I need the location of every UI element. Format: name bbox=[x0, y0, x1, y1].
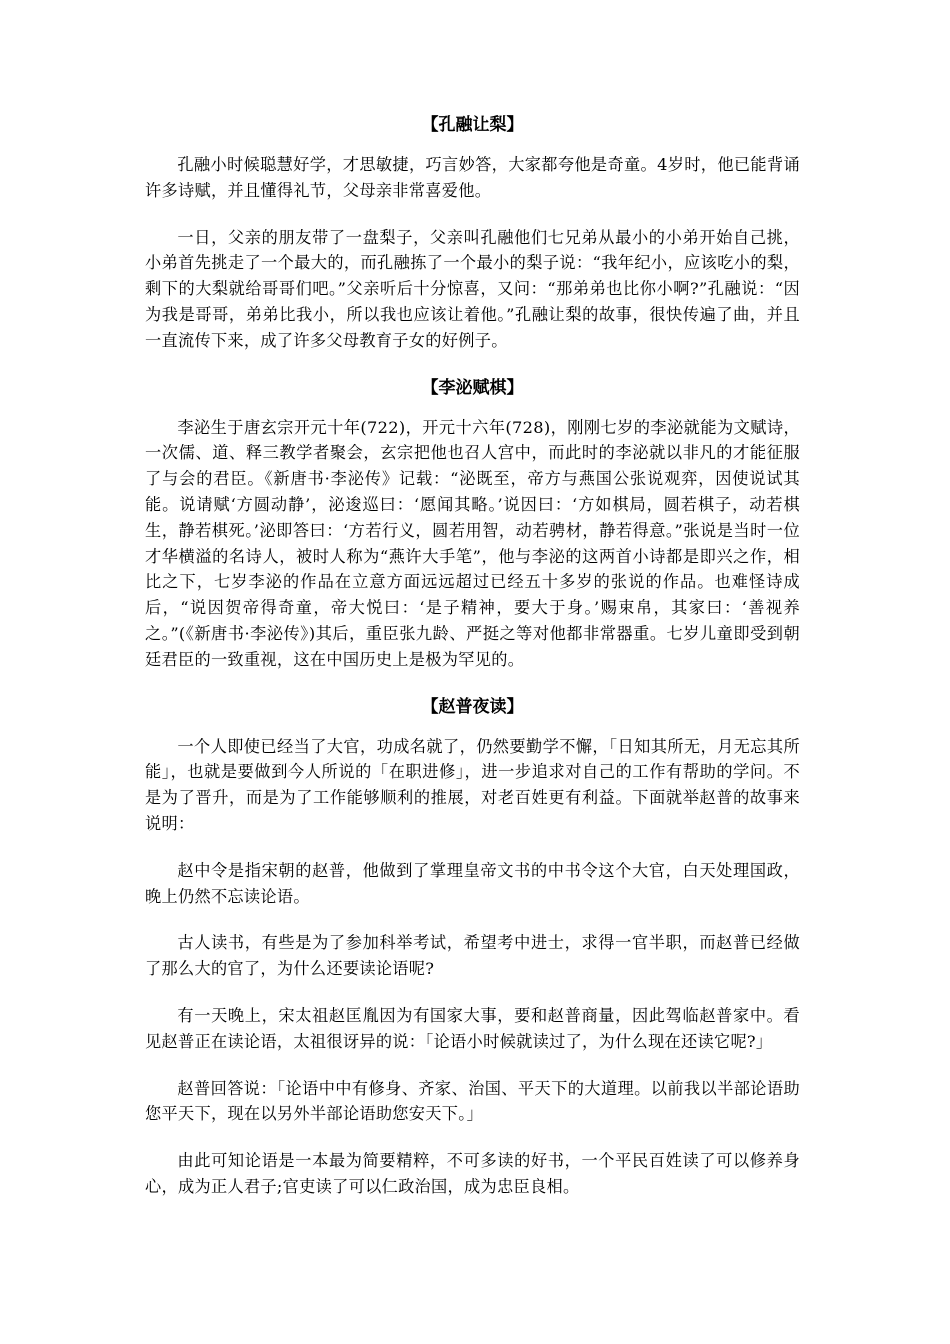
section-zhaopu bbox=[145, 694, 800, 1200]
section-kongrong bbox=[145, 112, 800, 354]
paragraph: 孔融小时候聪慧好学，才思敏捷，巧言妙答，大家都夸他是奇童。4岁时，他已能背诵许多诗赋，并且懂得礼节，父母亲非常喜爱他。 bbox=[145, 155, 800, 200]
paragraph: 一个人即使已经当了大官，功成名就了，仍然要勤学不懈，「日知其所无，月无忘其所能」，也就是要做到今人所说的「在职进修」，进一步追求对自己的工作有帮助的学问。不是为了晋升，而是为了工作能够顺利的推展，对老百姓更有利益。下面就举赵普的故事来说明： bbox=[145, 736, 800, 833]
section-title: 【李泌赋棋】 bbox=[421, 377, 524, 398]
paragraph: 古人读书，有些是为了参加科举考试，希望考中进士，求得一官半职，而赵普已经做了那么大的官了，为什么还要读论语呢? bbox=[145, 933, 800, 979]
paragraph: 一日，父亲的朋友带了一盘梨子，父亲叫孔融他们七兄弟从最小的小弟开始自己挑，小弟首先挑走了一个最大的，而孔融拣了一个最小的梨子说：“我年纪小，应该吃小的梨，剩下的大梨就给哥哥们吧。”父亲听后十分惊喜，又问：“那弟弟也比你小啊?”孔融说：“因为我是哥哥，弟弟比我小，所以我也应该让着他。”孔融让梨的故事，很快传遍了曲，并且一直流传下来，成了许多父母教育子女的好例子。 bbox=[145, 227, 800, 350]
section-title: 【赵普夜读】 bbox=[421, 696, 524, 717]
paragraph: 由此可知论语是一本最为简要精粹，不可多读的好书，一个平民百姓读了可以修养身心，成为正人君子;官吏读了可以仁政治国，成为忠臣良相。 bbox=[145, 1151, 800, 1196]
paragraph: 李泌生于唐玄宗开元十年(722)，开元十六年(728)，刚刚七岁的李泌就能为文赋诗，一次儒、道、释三教学者聚会，玄宗把他也召人宫中，而此时的李泌就以非凡的才能征服了与会的君臣。《新唐书·李泌传》记载：“泌既至，帝方与燕国公张说观弈，因使说试其能。说请赋‘方圆动静’，泌逡巡曰：‘愿闻其略。’说因曰：‘方如棋局，圆若棋子，动若棋生，静若棋死。’泌即答曰：‘方若行义，圆若用智，动若骋材，静若得意。”张说是当时一位才华横溢的名诗人，被时人称为“燕许大手笔”，他与李泌的这两首小诗都是即兴之作，相比之下，七岁李泌的作品在立意方面远远超过已经五十多岁的张说的作品。也难怪诗成后，“说因贺帝得奇童，帝大悦曰：‘是子精神，要大于身。’赐束帛，其家曰：‘善视养之。”(《新唐书·李泌传》)其后，重臣张九龄、严挺之等对他都非常器重。七岁儿童即受到朝廷君臣的一致重视，这在中国历史上是极为罕见的。 bbox=[145, 417, 800, 669]
paragraph: 有一天晚上，宋太祖赵匡胤因为有国家大事，要和赵普商量，因此驾临赵普家中。看见赵普正在读论语，太祖很讶异的说：「论语小时候就读过了，为什么现在还读它呢?」 bbox=[145, 1005, 800, 1051]
document-body bbox=[145, 112, 800, 1221]
section-title: 【孔融让梨】 bbox=[421, 115, 524, 135]
paragraph: 赵中令是指宋朝的赵普，他做到了掌理皇帝文书的中书令这个大官，白天处理国政，晚上仍然不忘读论语。 bbox=[145, 860, 800, 906]
paragraph: 赵普回答说：「论语中中有修身、齐家、治国、平天下的大道理。以前我以半部论语助您平天下，现在以另外半部论语助您安天下。」 bbox=[145, 1078, 800, 1124]
section-libi bbox=[145, 375, 800, 673]
